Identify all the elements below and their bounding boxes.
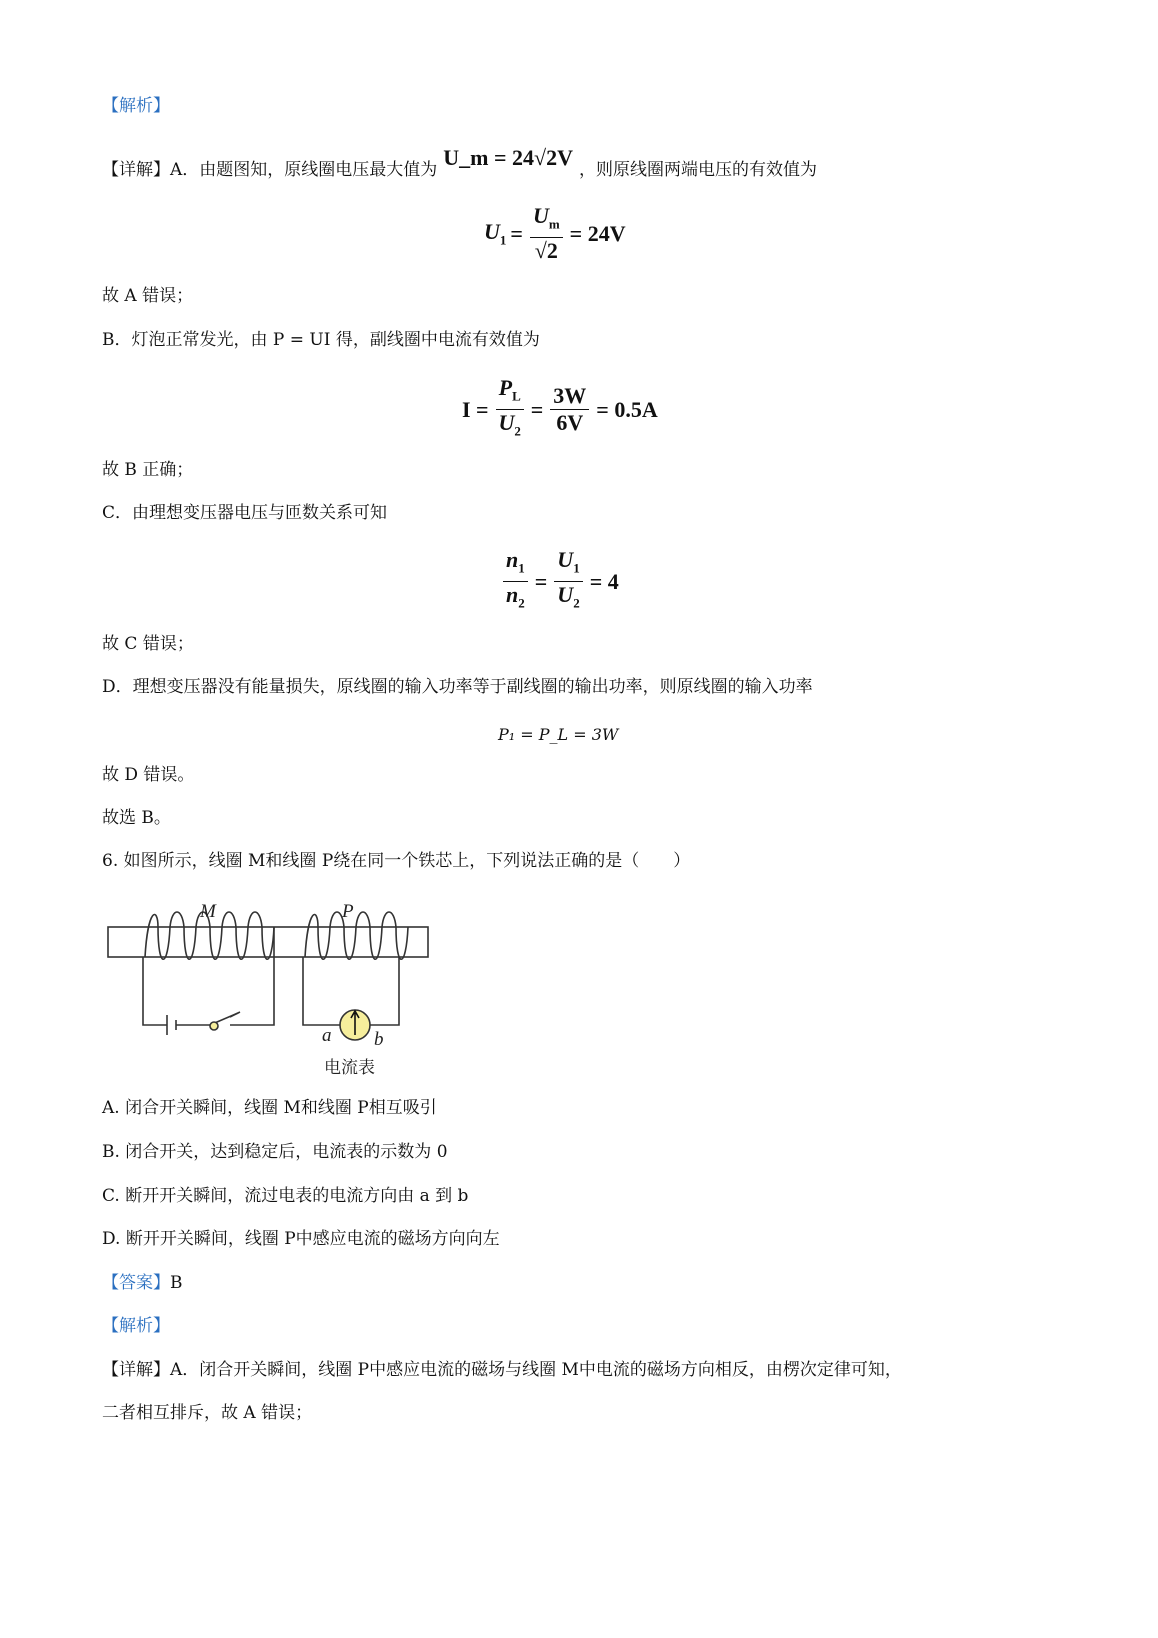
label-p: P [342,901,354,922]
eq-sub: m [548,216,560,232]
eq-term: = 0.5A [596,396,658,422]
eq-term: n [506,547,519,572]
detail-b: B．灯泡正常发光，由 P = UI 得，副线圈中电流有效值为 [102,330,540,350]
eq-sub: 1 [518,560,525,576]
option-a: A. 闭合开关瞬间，线圈 M和线圈 P相互吸引 [102,1098,437,1118]
option-d: D. 断开开关瞬间，线圈 P中感应电流的磁场方向向左 [102,1229,500,1249]
equation-a: $U_1$ = $\frac{U_m}{√2}$ = 24V [484,203,626,264]
eq-term: n [506,582,519,608]
eq-term: 3W [550,383,589,410]
eq-sub: 2 [573,595,580,611]
circuit-diagram [100,895,440,1085]
option-c: C. 断开开关瞬间，流过电表的电流方向由 a 到 b [102,1186,469,1206]
label-b: b [374,1029,384,1050]
equation-d: P₁ = P_L = 3W [498,725,619,744]
eq-sub: 1 [573,560,580,576]
label-a: a [322,1025,332,1046]
question-6: 6. 如图所示，线圈 M和线圈 P绕在同一个铁芯上，下列说法正确的是（ ） [102,851,691,871]
text: 【详解】A．由题图知，原线圈电压最大值为 [102,160,438,180]
detail-2b: 二者相互排斥，故 A 错误； [102,1403,313,1423]
eq-sub: 2 [514,423,521,439]
eq-term: U [498,410,515,436]
eq-term: U [532,203,549,228]
label-m: M [200,901,216,922]
final-choice: 故选 B。 [102,808,171,828]
detail-2: 【详解】A．闭合开关瞬间，线圈 P中感应电流的磁场与线圈 M中电流的磁场方向相反，由楞次定律可知， [102,1360,902,1380]
eq-sub: L [512,388,521,404]
option-b: B. 闭合开关，达到稳定后，电流表的示数为 0 [102,1142,448,1162]
eq-term: U [557,547,574,572]
detail-d: D．理想变压器没有能量损失，原线圈的输入功率等于副线圈的输出功率，则原线圈的输入功率 [102,677,813,697]
answer-line [102,1271,183,1295]
conclusion-c: 故 C 错误； [102,634,194,654]
eq-term: 6V [556,410,584,436]
eq-term: P [498,375,513,400]
text: ，则原线圈两端电压的有效值为 [579,160,817,180]
eq-term: = 4 [589,568,619,594]
answer-value: B [170,1273,183,1293]
equation-c: $\frac{n_1}{n_2}$ = $\frac{U_1}{U_2}$ = 4 [500,547,619,617]
conclusion-b: 故 B 正确； [102,460,194,480]
iron-core [108,927,428,957]
eq-term: √2 [534,238,558,264]
inline-equation: U_m = 24√2V [443,145,573,170]
detail-c: C．由理想变压器电压与匝数关系可知 [102,503,388,523]
conclusion-d: 故 D 错误。 [102,765,195,785]
switch-pivot [210,1022,218,1030]
analysis-heading: 【解析】 [102,96,170,116]
figure-caption: 电流表 [324,1058,375,1078]
detail-a [102,145,817,182]
eq-term: = 24V [569,220,626,246]
conclusion-a: 故 A 错误； [102,286,194,306]
analysis-heading-2: 【解析】 [102,1316,170,1336]
answer-label: 【答案】 [102,1273,170,1293]
eq-sub: 2 [518,595,525,611]
coil-p [305,912,408,959]
equation-b: I = $\frac{P_L}{U_2}$ = $\frac{3W}{6V}$ = 0.5A [462,375,658,439]
eq-term: U [484,219,500,244]
eq-sub: 1 [499,232,507,248]
primary-circuit [143,927,274,1025]
eq-term: I = [462,396,489,422]
eq-term: U [557,582,574,608]
